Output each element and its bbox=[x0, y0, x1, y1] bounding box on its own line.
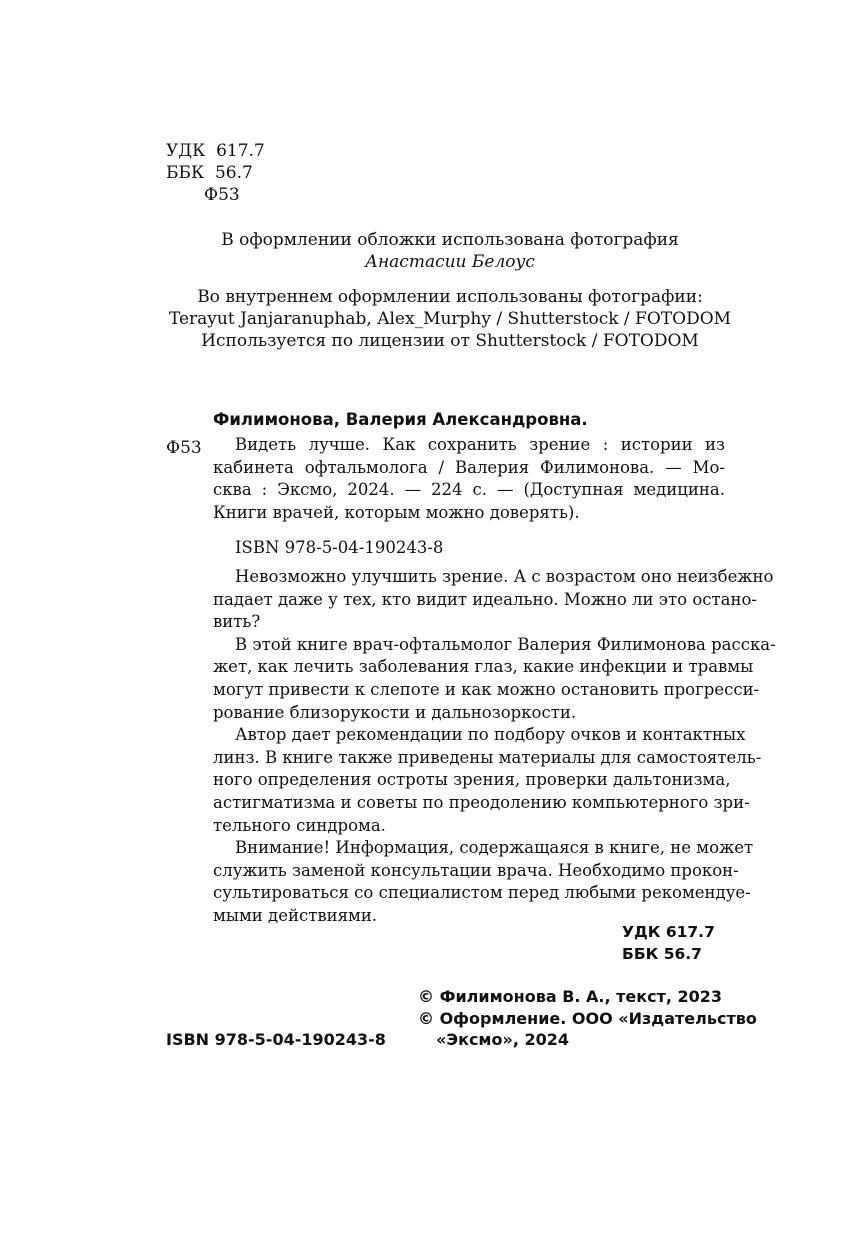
cover-credit-author: Анастасии Белоус bbox=[365, 252, 535, 272]
record-isbn: ISBN 978-5-04-190243-8 bbox=[235, 538, 444, 557]
annotation-line: Внимание! Информация, содержащаяся в книге, не может bbox=[235, 838, 754, 858]
annotation-line: вить? bbox=[213, 612, 261, 632]
record-desc-line: Книги врачей, которым можно доверять). bbox=[213, 502, 580, 522]
inner-credit-line: Во внутреннем оформлении использованы фотографии: bbox=[197, 287, 703, 307]
annotation-line: рование близорукости и дальнозоркости. bbox=[213, 702, 577, 722]
annotation-line: падает даже у тех, кто видит идеально. Можно ли это остано- bbox=[213, 589, 757, 609]
author-mark: Ф53 bbox=[204, 185, 240, 205]
annotation-line: Невозможно улучшить зрение. А с возрастом оно неизбежно bbox=[235, 567, 774, 586]
annotation-line: служить заменой консультации врача. Необходимо прокон- bbox=[213, 860, 739, 880]
annotation-line: мыми действиями. bbox=[213, 905, 378, 925]
inner-credits bbox=[140, 286, 760, 352]
bbk-code: ББК 56.7 bbox=[166, 163, 253, 183]
annotation-line: жет, как лечить заболевания глаз, какие инфекции и травмы bbox=[213, 657, 754, 677]
record-desc-line: кабинета офтальмолога / Валерия Филимонова. — Мо- bbox=[213, 457, 725, 477]
udk-block-top bbox=[166, 140, 265, 206]
inner-credit-license: Используется по лицензии от Shutterstock / FOTODOM bbox=[201, 331, 699, 351]
annotation-line: могут привести к слепоте и как можно остановить прогресси- bbox=[213, 679, 760, 699]
copyright-publisher: «Эксмо», 2024 bbox=[436, 1030, 570, 1049]
cover-credit-line: В оформлении обложки использована фотография bbox=[221, 230, 679, 250]
annotation-line: линз. В книге также приведены материалы для самостоятель- bbox=[213, 747, 762, 767]
cover-credits bbox=[140, 229, 760, 273]
record-author: Филимонова, Валерия Александровна. bbox=[213, 410, 588, 429]
record-author-mark: Ф53 bbox=[166, 438, 202, 458]
record-desc-line: сква : Эксмо, 2024. — 224 с. — (Доступная медицина. bbox=[213, 480, 725, 500]
annotation-line: тельного синдрома. bbox=[213, 815, 386, 835]
annotation-line: Автор дает рекомендации по подбору очков и контактных bbox=[235, 725, 746, 745]
annotation bbox=[213, 566, 776, 928]
annotation-line: ного определения остроты зрения, проверки дальтонизма, bbox=[213, 770, 731, 790]
record-description bbox=[213, 434, 725, 524]
annotation-line: В этой книге врач-офтальмолог Валерия Филимонова расска- bbox=[235, 634, 776, 654]
isbn-bottom: ISBN 978-5-04-190243-8 bbox=[166, 1030, 386, 1049]
bbk-code-bottom: ББК 56.7 bbox=[622, 945, 702, 963]
copyright-text: © Филимонова В. А., текст, 2023 bbox=[418, 987, 723, 1006]
annotation-line: астигматизма и советы по преодолению компьютерного зри- bbox=[213, 792, 750, 812]
annotation-line: сультироваться со специалистом перед любыми рекомендуе- bbox=[213, 883, 751, 903]
udk-code: УДК 617.7 bbox=[166, 141, 265, 161]
udk-block-bottom bbox=[600, 921, 725, 965]
copyright-design: © Оформление. ООО «Издательство bbox=[418, 1008, 757, 1028]
udk-code-bottom: УДК 617.7 bbox=[622, 923, 715, 941]
inner-credit-names: Terayut Janjaranuphab, Alex_Murphy / Shutterstock / FOTODOM bbox=[168, 309, 732, 329]
copyright-block bbox=[418, 986, 757, 1051]
record-desc-line: Видеть лучше. Как сохранить зрение : истории из bbox=[235, 435, 725, 454]
